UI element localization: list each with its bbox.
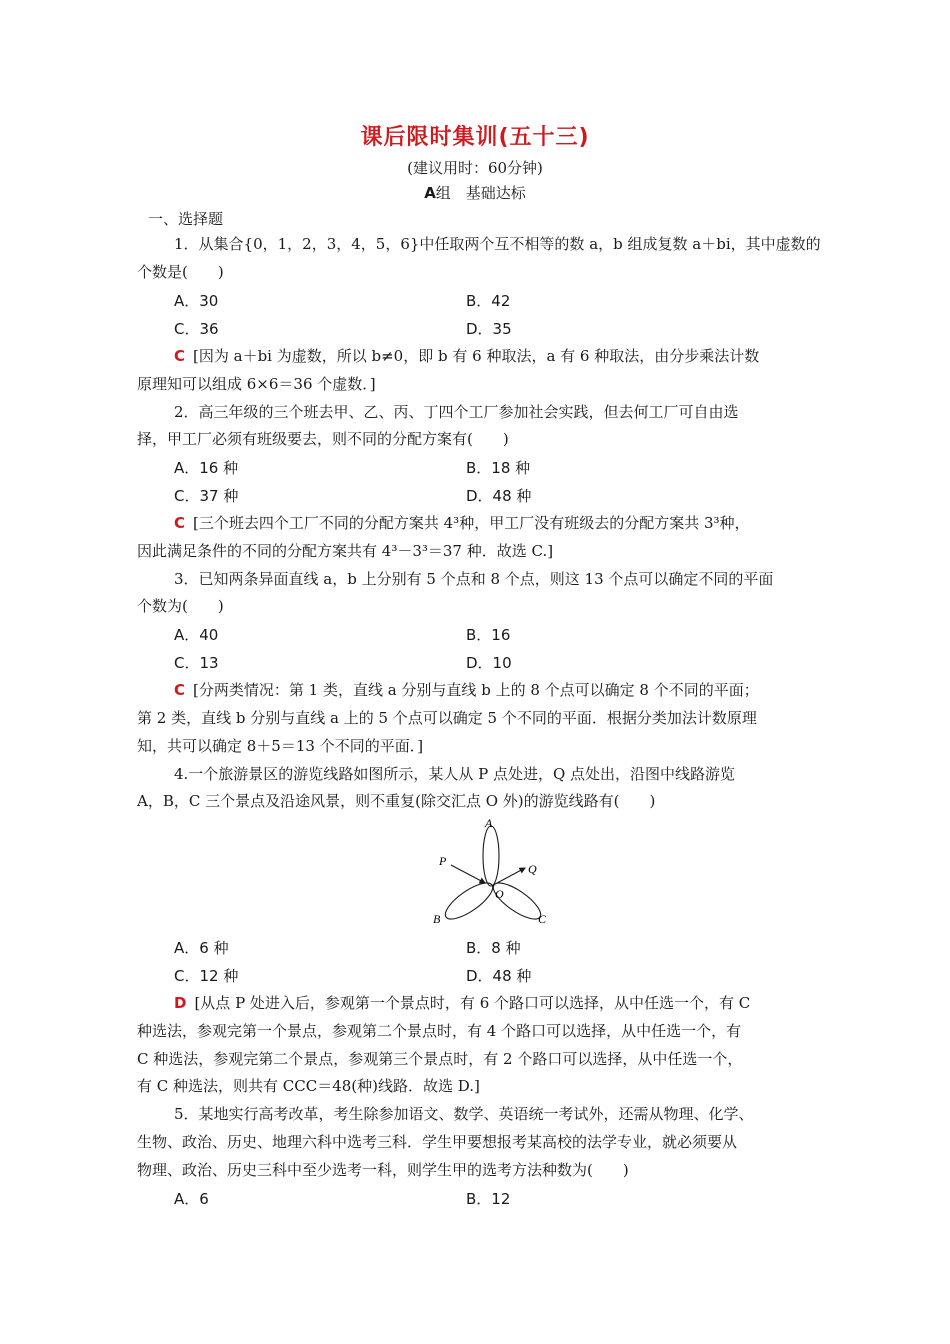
q4-explanation-line-1 [174, 993, 854, 1013]
q5-stem-line-2: 生物、政治、历史、地理六科中选考三科．学生甲要想报考某高校的法学专业，就必须要从 [137, 1133, 738, 1151]
q2-stem-line-2: 择，甲工厂必须有班级要去，则不同的分配方案有( ) [137, 430, 509, 448]
q3-answer: C [174, 681, 186, 699]
label-q: Q [528, 862, 537, 876]
q5-stem-line-3: 物理、政治、历史三科中至少选考一科，则学生甲的选考方法种数为( ) [137, 1161, 629, 1179]
q4-option-b: B．8 种 [466, 939, 521, 957]
q1-option-c: C．36 [174, 320, 219, 338]
q2-explanation-text: [三个班去四个工厂不同的分配方案共 4³种，甲工厂没有班级去的分配方案共 3³种， [193, 514, 750, 532]
q3-option-c: C．13 [174, 654, 219, 672]
q1-stem-line-2: 个数是( ) [137, 263, 224, 281]
q5-option-a: A．6 [174, 1190, 209, 1208]
q4-option-d: D．48 种 [466, 967, 532, 985]
q1-answer: C [174, 347, 186, 365]
q4-explanation-text: [从点 P 处进入后，参观第一个景点时，有 6 个路口可以选择，从中任选一个，有 C [194, 994, 751, 1012]
route-diagram [425, 813, 555, 928]
q3-explanation-text: [分两类情况：第 1 类，直线 a 分别与直线 b 上的 8 个点可以确定 8 个不同的平面； [193, 681, 759, 699]
q2-option-c: C．37 种 [174, 487, 239, 505]
section-heading: 一、选择题 [148, 210, 224, 228]
time-suggestion: (建议用时：60分钟) [407, 159, 543, 177]
q2-option-a: A．16 种 [174, 459, 239, 477]
q4-option-c: C．12 种 [174, 967, 239, 985]
q4-explanation-line-4: 有 C 种选法，则共有 CCC＝48(种)线路．故选 D.] [137, 1077, 480, 1095]
q3-option-d: D．10 [466, 654, 512, 672]
loop-b [440, 877, 497, 926]
group-name: 组 基础达标 [435, 184, 526, 202]
q3-stem-line-1: 3．已知两条异面直线 a，b 上分别有 5 个点和 8 个点，则这 13 个点可以确定不同的平面 [174, 570, 774, 588]
q1-option-a: A．30 [174, 292, 219, 310]
q2-option-b: B．18 种 [466, 459, 531, 477]
q2-explanation-line-1 [174, 513, 854, 533]
q5-option-b: B．12 [466, 1190, 511, 1208]
q2-stem-line-1: 2．高三年级的三个班去甲、乙、丙、丁四个工厂参加社会实践，但去何工厂可自由选 [174, 403, 739, 421]
group-letter: A [424, 184, 436, 202]
q3-option-a: A．40 [174, 626, 219, 644]
q4-answer: D [174, 994, 187, 1012]
q3-option-b: B．16 [466, 626, 511, 644]
label-p: P [439, 854, 447, 868]
q4-option-a: A．6 种 [174, 939, 229, 957]
q1-explanation-line-1 [174, 346, 854, 366]
q3-explanation-line-3: 知，共可以确定 8＋5＝13 个不同的平面．] [137, 737, 424, 755]
q1-option-d: D．35 [466, 320, 512, 338]
label-b: B [433, 912, 441, 926]
label-o: O [495, 887, 504, 901]
label-a: A [485, 816, 493, 830]
q1-explanation-line-2: 原理知可以组成 6×6＝36 个虚数．] [137, 375, 376, 393]
q3-explanation-line-1 [174, 680, 854, 700]
label-c: C [538, 912, 547, 926]
page-title: 课后限时集训(五十三) [360, 125, 590, 150]
q3-explanation-line-2: 第 2 类，直线 b 分别与直线 a 上的 5 个点可以确定 5 个不同的平面．根据分类加法计数原理 [137, 709, 757, 727]
group-heading [0, 182, 950, 203]
q3-stem-line-2: 个数为( ) [137, 597, 224, 615]
q2-option-d: D．48 种 [466, 487, 532, 505]
q1-option-b: B．42 [466, 292, 511, 310]
q4-stem-line-1: 4.一个旅游景区的游览线路如图所示，某人从 P 点处进，Q 点处出，沿图中线路游览 [174, 765, 736, 783]
q4-explanation-line-2: 种选法，参观完第一个景点，参观第二个景点时，有 4 个路口可以选择，从中任选一个，有 [137, 1022, 742, 1040]
path-p [451, 865, 485, 883]
q4-stem-line-2: A，B，C 三个景点及沿途风景，则不重复(除交汇点 O 外)的游览线路有( ) [137, 792, 656, 810]
q4-explanation-line-3: C 种选法，参观完第二个景点，参观第三个景点时，有 2 个路口可以选择，从中任选一个， [137, 1050, 743, 1068]
path-q [497, 868, 525, 883]
q1-explanation-text: [因为 a＋bi 为虚数，所以 b≠0，即 b 有 6 种取法，a 有 6 种取法，由分步乘法计数 [193, 347, 760, 365]
q5-stem-line-1: 5．某地实行高考改革，考生除参加语文、数学、英语统一考试外，还需从物理、化学、 [174, 1105, 754, 1123]
q1-stem-line-1: 1．从集合{0，1，2，3，4，5，6}中任取两个互不相等的数 a，b 组成复数 a＋bi，其中虚数的 [174, 235, 821, 253]
q2-answer: C [174, 514, 186, 532]
q2-explanation-line-2: 因此满足条件的不同的分配方案共有 4³－3³＝37 种．故选 C.] [137, 542, 554, 560]
loop-a [483, 826, 499, 886]
